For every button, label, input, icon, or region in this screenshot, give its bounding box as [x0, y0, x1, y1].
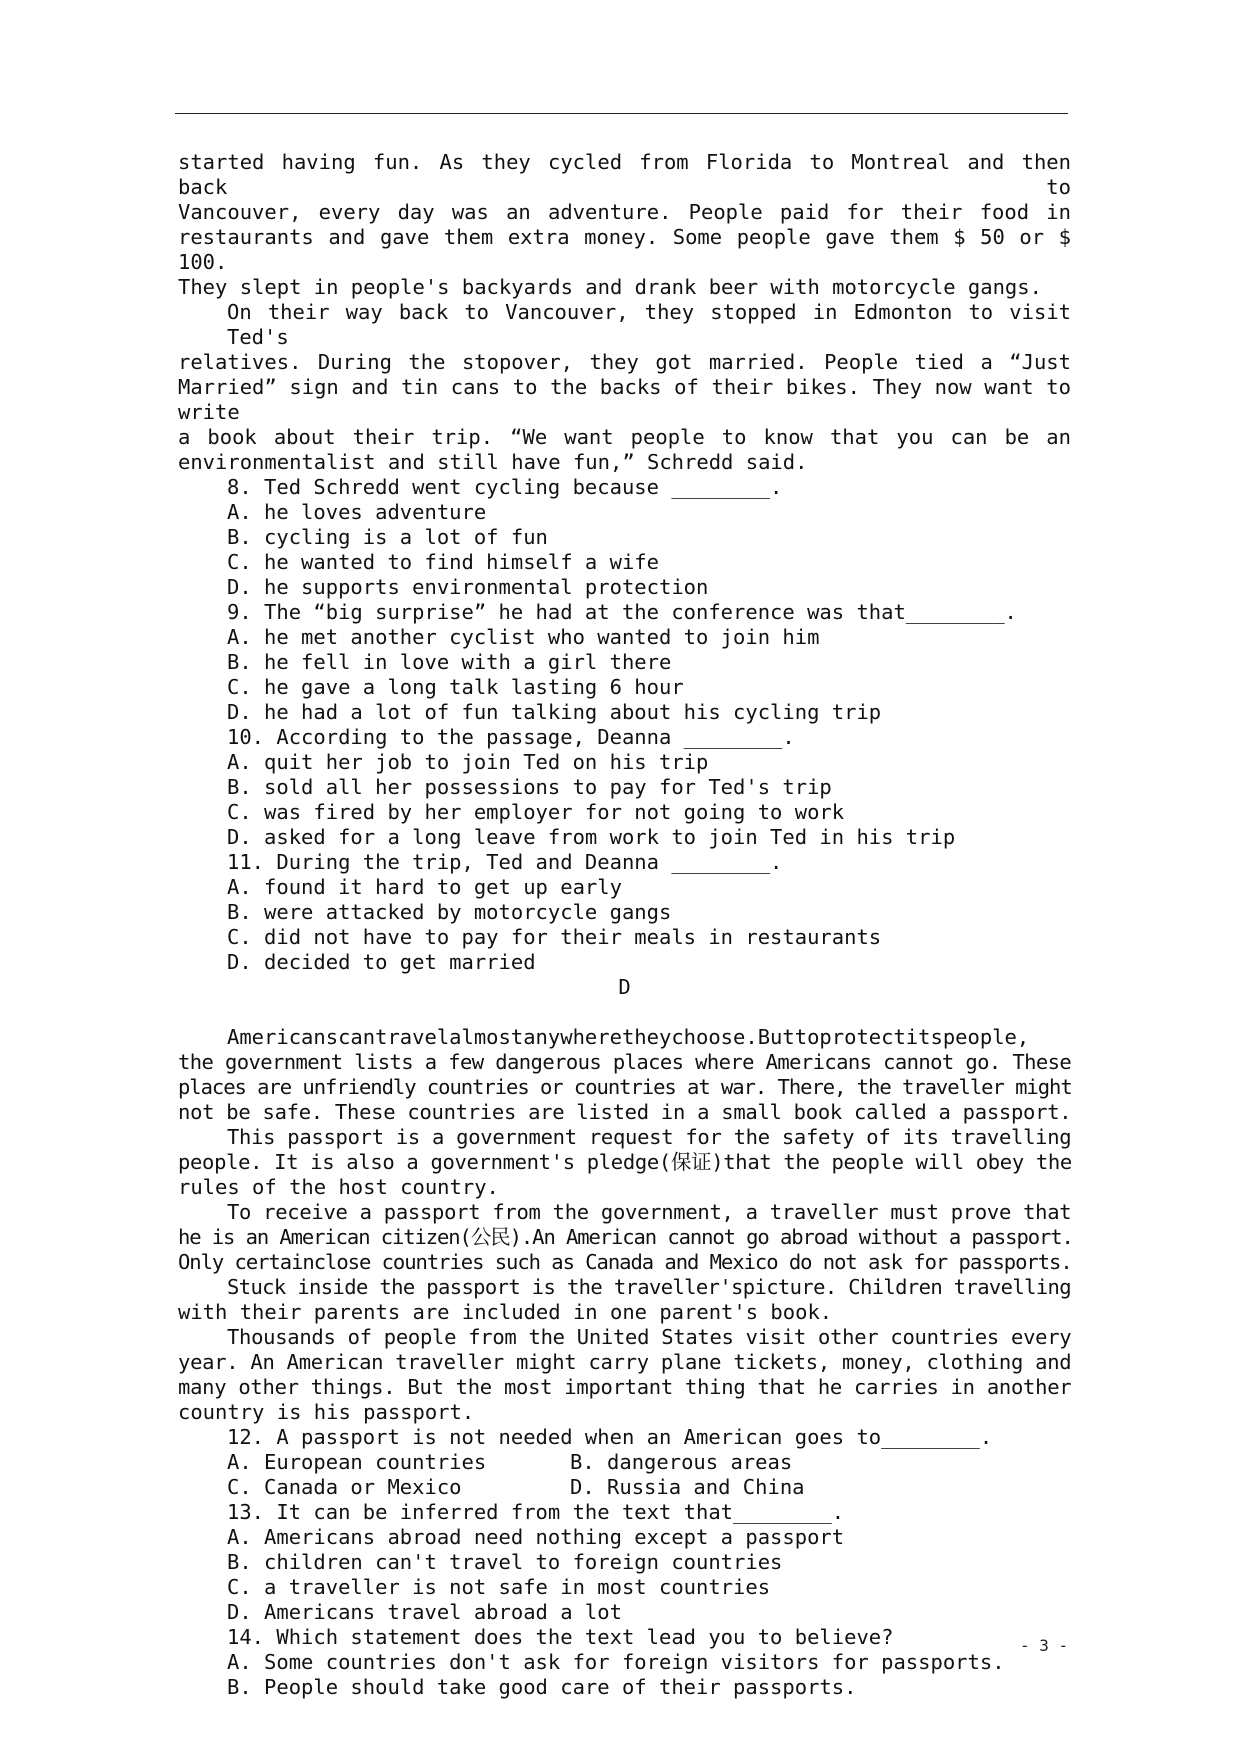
question-13 — [178, 1500, 1071, 1625]
question-12 — [178, 1425, 1071, 1500]
question-stem: 14. Which statement does the text lead you to believe? — [227, 1625, 894, 1649]
text-line: a book about their trip. “We want people to know that you can be an — [178, 425, 1071, 449]
text-line: Married” sign and tin cans to the backs of their bikes. They now want to write — [178, 375, 1071, 424]
question-stem: 11. During the trip, Ted and Deanna ________. — [227, 850, 783, 874]
question-option: B. dangerous areas — [570, 1450, 793, 1474]
text-line: This passport is a government request for the safety of its travelling — [227, 1125, 1072, 1149]
question-option: D. he supports environmental protection — [227, 575, 709, 599]
text-line: many other things. But the most important thing that he carries in another — [178, 1375, 1072, 1399]
text-line: rules of the host country. — [178, 1175, 499, 1199]
question-11 — [178, 850, 1071, 975]
question-option: B. were attacked by motorcycle gangs — [227, 900, 672, 924]
text-line: places are unfriendly countries or countries at war. There, the traveller might — [178, 1075, 1072, 1099]
page-number: - 3 - — [1020, 1636, 1069, 1655]
page-content — [178, 150, 1071, 1700]
text-line: Americanscantravelalmostanywheretheychoose.Buttoprotectitspeople, — [227, 1025, 1030, 1049]
text-line: Thousands of people from the United States visit other countries every — [227, 1325, 1072, 1349]
question-option: B. he fell in love with a girl there — [227, 650, 672, 674]
question-stem: 8. Ted Schredd went cycling because ________. — [227, 475, 783, 499]
question-option: B. cycling is a lot of fun — [227, 525, 548, 549]
spacer — [178, 1000, 1071, 1025]
question-stem: 10. According to the passage, Deanna ________. — [227, 725, 795, 749]
text-line: with their parents are included in one parent's book. — [178, 1300, 833, 1324]
question-option: D. asked for a long leave from work to join Ted in his trip — [227, 825, 956, 849]
question-10 — [178, 725, 1071, 850]
question-option: D. Russia and China — [570, 1475, 805, 1499]
text-line: To receive a passport from the government, a traveller must prove that — [227, 1200, 1072, 1224]
question-option: C. Canada or Mexico — [227, 1475, 462, 1499]
question-8 — [178, 475, 1071, 600]
header-rule — [175, 113, 1068, 114]
text-line: country is his passport. — [178, 1400, 475, 1424]
passage-d-paragraph-1 — [178, 1025, 1071, 1125]
text-line: They slept in people's backyards and drank beer with motorcycle gangs. — [178, 275, 1042, 299]
text-line: he is an American citizen(公民).An American cannot go abroad without a passport. — [178, 1225, 1073, 1249]
question-option: A. he loves adventure — [227, 500, 487, 524]
passage-d-paragraph-5 — [178, 1325, 1071, 1425]
question-option: B. sold all her possessions to pay for Ted's trip — [227, 775, 832, 799]
passage-d-paragraph-2 — [178, 1125, 1071, 1200]
question-stem: 13. It can be inferred from the text that________. — [227, 1500, 845, 1524]
option-row — [178, 1450, 1071, 1475]
question-stem: 9. The “big surprise” he had at the conference was that________. — [227, 600, 1017, 624]
text-line: restaurants and gave them extra money. Some people gave them $ 50 or $ 100. — [178, 225, 1071, 274]
question-9 — [178, 600, 1071, 725]
question-option: C. he gave a long talk lasting 6 hour — [227, 675, 684, 699]
text-line: Vancouver, every day was an adventure. People paid for their food in — [178, 200, 1071, 224]
section-heading: D — [618, 975, 631, 999]
passage-d-paragraph-3 — [178, 1200, 1071, 1275]
passage-d-paragraph-4 — [178, 1275, 1071, 1325]
question-option: A. Americans abroad need nothing except a passport — [227, 1525, 845, 1549]
text-line: On their way back to Vancouver, they stopped in Edmonton to visit Ted's — [227, 300, 1071, 349]
question-option: D. decided to get married — [227, 950, 536, 974]
passage-c-paragraph-2 — [178, 300, 1071, 475]
text-line: Stuck inside the passport is the traveller'spicture. Children travelling — [227, 1275, 1071, 1299]
question-option: C. a traveller is not safe in most countries — [227, 1575, 771, 1599]
question-option: D. he had a lot of fun talking about his cycling trip — [227, 700, 882, 724]
question-option: A. he met another cyclist who wanted to join him — [227, 625, 820, 649]
question-option: A. European countries — [227, 1450, 487, 1474]
question-stem: 12. A passport is not needed when an American goes to________. — [227, 1425, 993, 1449]
option-row — [178, 1475, 1071, 1500]
question-option: B. children can't travel to foreign countries — [227, 1550, 783, 1574]
text-line: year. An American traveller might carry plane tickets, money, clothing and — [178, 1350, 1072, 1374]
question-14 — [178, 1625, 1071, 1700]
question-option: A. quit her job to join Ted on his trip — [227, 750, 709, 774]
text-line: not be safe. These countries are listed in a small book called a passport. — [178, 1100, 1072, 1124]
text-line: environmentalist and still have fun,” Schredd said. — [178, 450, 808, 474]
question-option: C. did not have to pay for their meals in restaurants — [227, 925, 882, 949]
question-option: B. People should take good care of their passports. — [227, 1675, 857, 1699]
question-option: C. was fired by her employer for not going to work — [227, 800, 845, 824]
question-option: A. Some countries don't ask for foreign visitors for passports. — [227, 1650, 1005, 1674]
question-option: C. he wanted to find himself a wife — [227, 550, 659, 574]
text-line: the government lists a few dangerous places where Americans cannot go. These — [178, 1050, 1072, 1074]
text-line: Only certainclose countries such as Canada and Mexico do not ask for passports. — [178, 1250, 1072, 1274]
question-option: D. Americans travel abroad a lot — [227, 1600, 622, 1624]
text-line: started having fun. As they cycled from Florida to Montreal and then back to — [178, 150, 1071, 199]
passage-c-paragraph-1 — [178, 150, 1071, 300]
question-option: A. found it hard to get up early — [227, 875, 622, 899]
text-line: people. It is also a government's pledge(保证)that the people will obey the — [178, 1150, 1072, 1174]
text-line: relatives. During the stopover, they got married. People tied a “Just — [178, 350, 1071, 374]
